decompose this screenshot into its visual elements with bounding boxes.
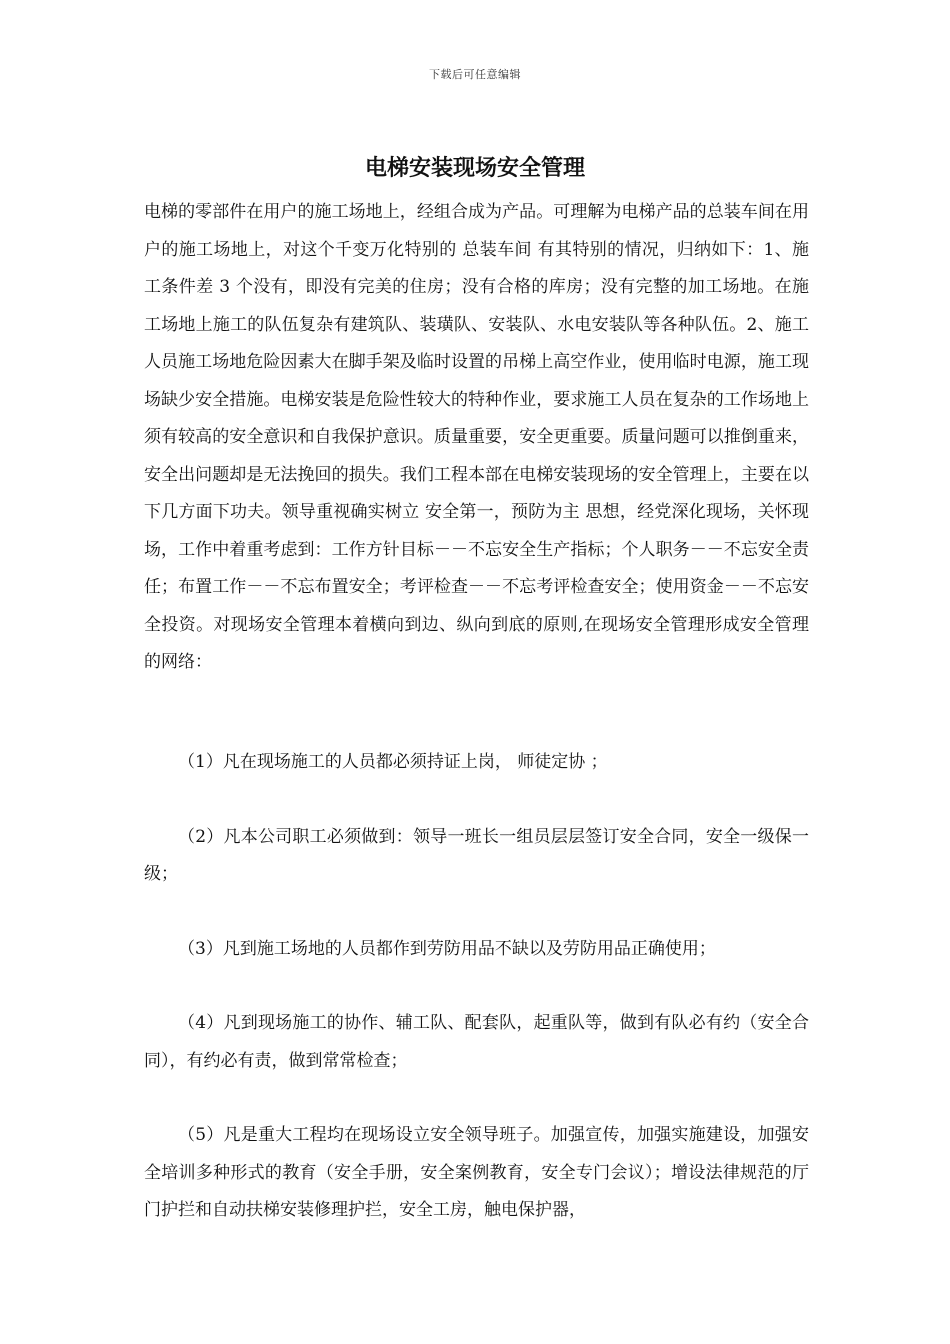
safety-measures-list (144, 744, 809, 1267)
document-title: 电梯安装现场安全管理 (364, 155, 585, 181)
intro-paragraph: 电梯的零部件在用户的施工场地上，经组合成为产品。可理解为电梯产品的总装车间在用户的施工场地上，对这个千变万化特别的 总装车间 有其特别的情况，归纳如下：1、施工条件差 3 个没有，即没有完美的住房；没有合格的库房；没有完整的加工场地。在施工场地上施工的队伍复杂有建筑队、装璜队、安装队、水电安装队等各种队伍。2、施工人员施工场地危险因素大在脚手架及临时设置的吊梯上高空作业，使用临时电源，施工现场缺少安全措施。电梯安装是危险性较大的特种作业，要求施工人员在复杂的工作场地上须有较高的安全意识和自我保护意识。质量重要，安全更重要。质量问题可以推倒重来，安全出问题却是无法挽回的损失。我们工程本部在电梯安装现场的安全管理上，主要在以下几方面下功夫。领导重视确实树立 安全第一，预防为主 思想，经党深化现场，关怀现场，工作中着重考虑到：工作方针目标－－不忘安全生产指标；个人职务－－不忘安全责任；布置工作－－不忘布置安全；考评检查－－不忘考评检查安全；使用资金－－不忘安全投资。对现场安全管理本着横向到边、纵向到底的原则,在现场安全管理形成安全管理的网络： (144, 202, 809, 672)
download-note: 下载后可任意编辑 (429, 68, 521, 81)
list-item: （1）凡在现场施工的人员都必须持证上岗， 师徒定协 ； (178, 752, 608, 772)
list-item: （4）凡到现场施工的协作、辅工队、配套队，起重队等，做到有队必有约（安全合同），有约必有责，做到常常检查； (144, 1013, 809, 1071)
list-item: （2）凡本公司职工必须做到：领导一班长一组员层层签订安全合同，安全一级保一级； (144, 826, 809, 884)
list-item: （5）凡是重大工程均在现场设立安全领导班子。加强宣传，加强实施建设，加强安全培训多种形式的教育（安全手册，安全案例教育，安全专门会议）；增设法律规范的厅门护拦和自动扶梯安装修理护拦，安全工房，触电保护器， (144, 1125, 809, 1220)
list-item: （3）凡到施工场地的人员都作到劳防用品不缺以及劳防用品正确使用； (178, 938, 716, 959)
